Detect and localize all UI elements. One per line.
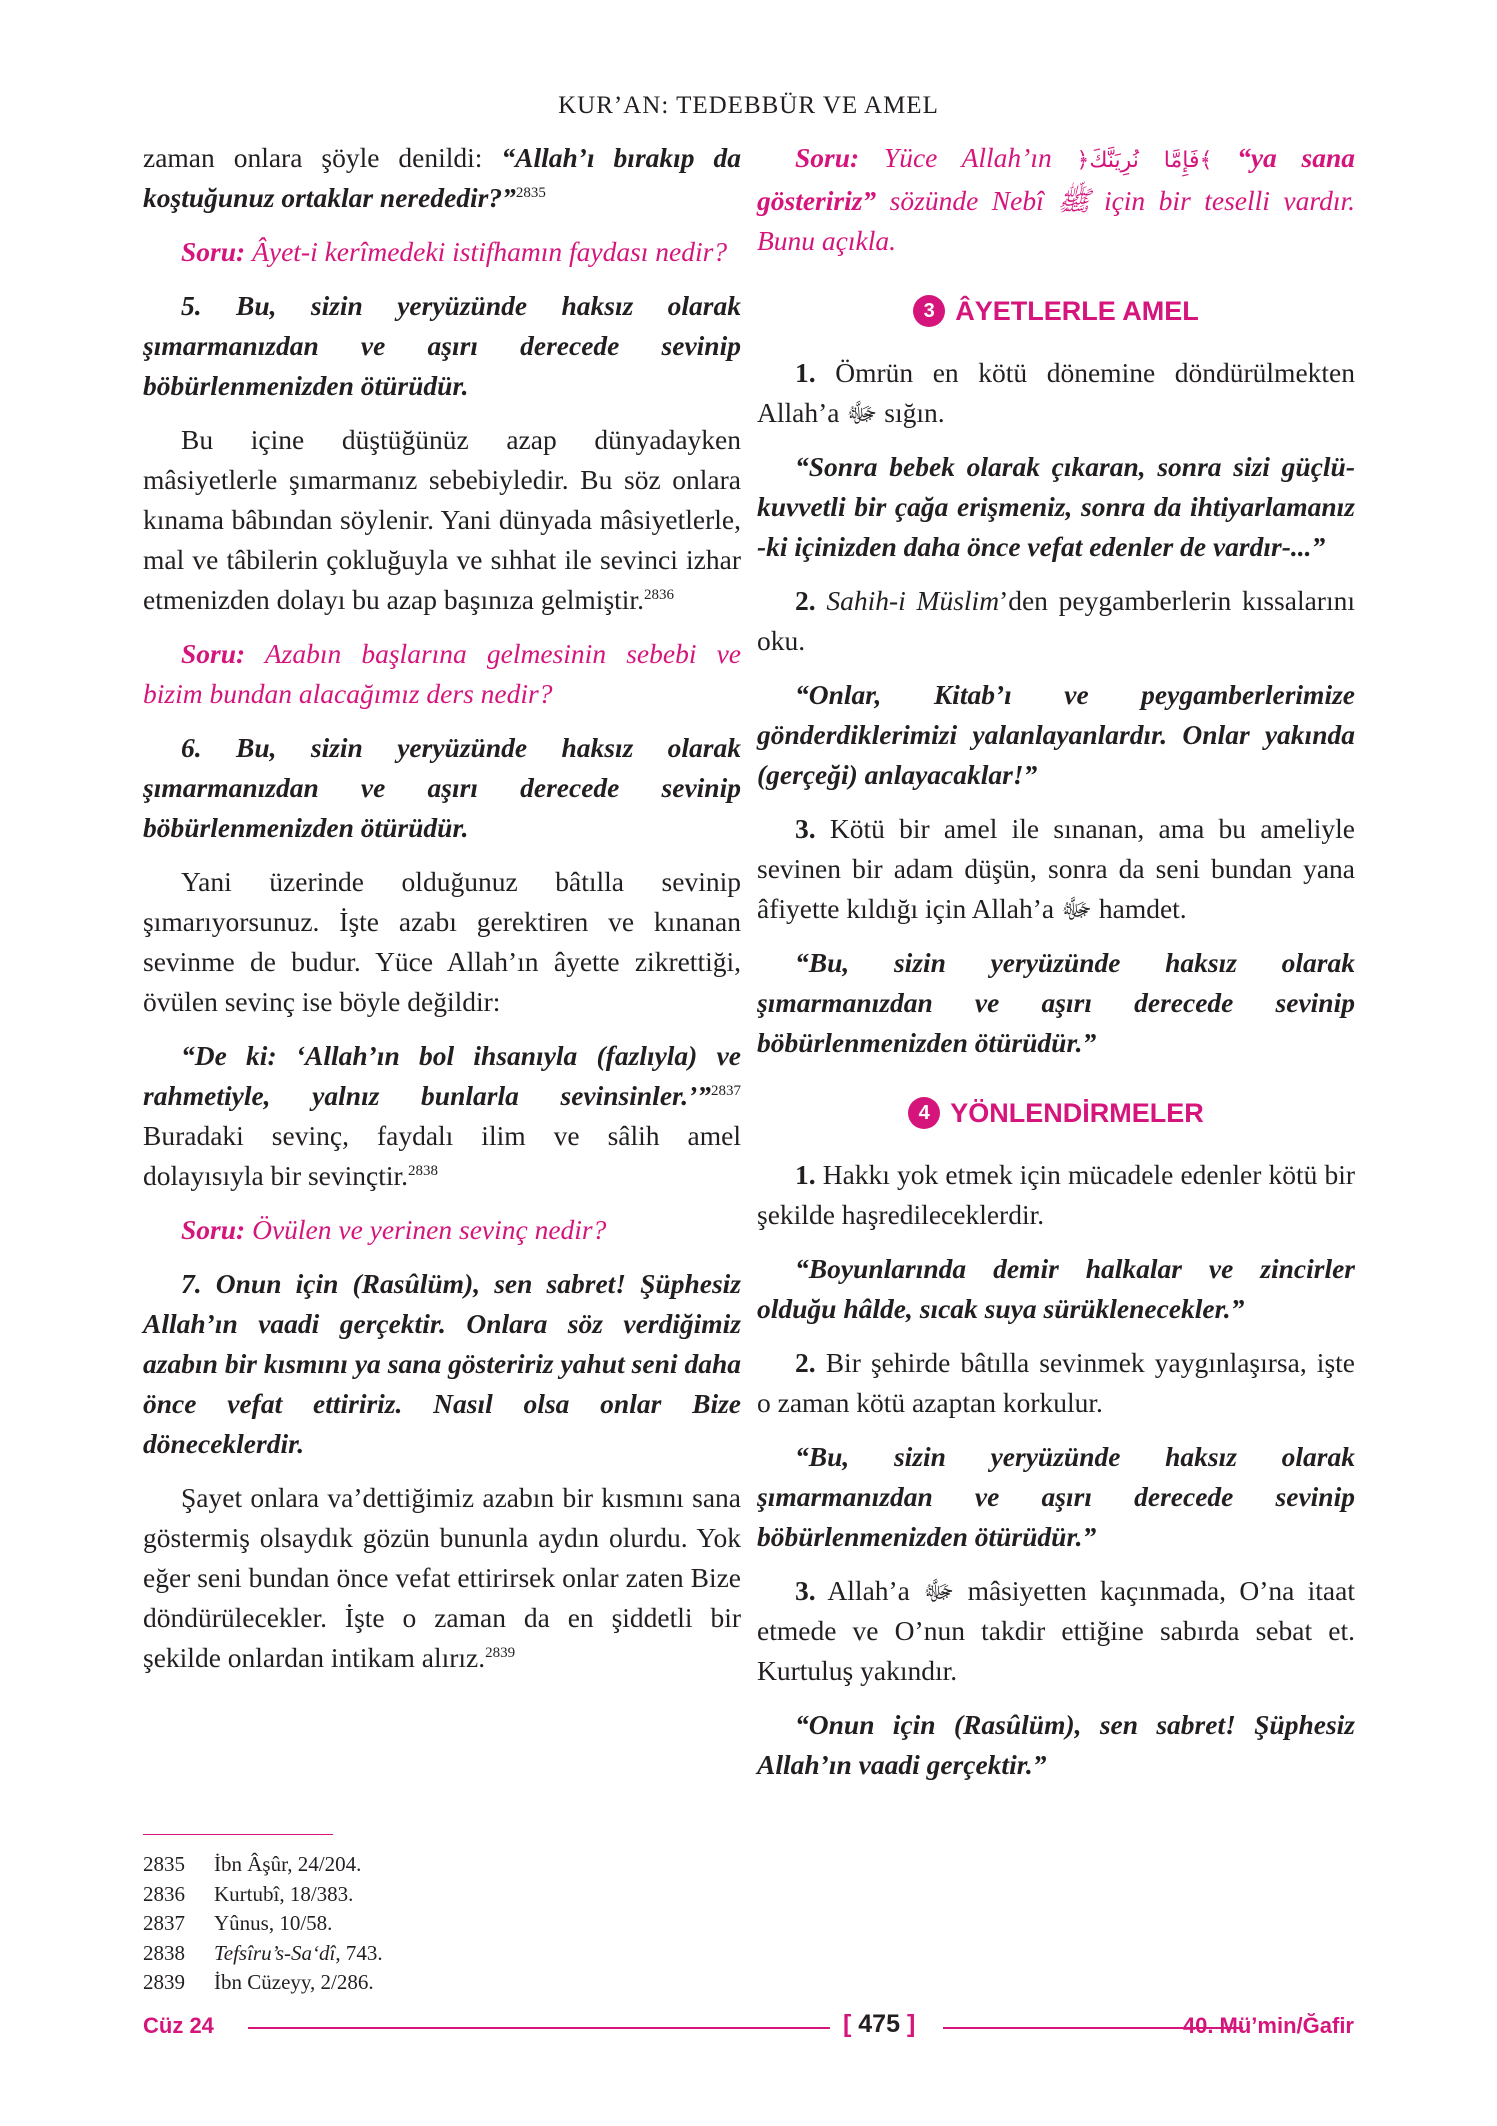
item-text: Kötü bir amel ile sınanan, ama bu ameliyle sevinen bir adam düşün, sonra da seni bundan yana âfiyette kıldığı için Allah’a ﷻ hamdet. xyxy=(757,813,1355,924)
question-text: Âyet-i kerîmedeki istifhamın faydası nedir? xyxy=(245,236,728,267)
running-head: KUR’AN: TEDEBBÜR VE AMEL xyxy=(558,92,939,119)
question xyxy=(143,634,741,714)
paragraph-text: Bu içine düştüğünüz azap dünyadayken mâsiyetlerle şımarmanız sebebiyledir. Bu söz onlara kınama bâbından söylenir. Yani dünyada mâsiyetlerle, mal ve tâbilerin çokluğuyla ve sıhhat ile sevinci izhar etmenizden dolayı bu azap başınıza gelmiştir. xyxy=(143,424,741,615)
footnote-ref: 2835 xyxy=(515,184,546,201)
question xyxy=(757,138,1355,261)
item-text: Bir şehirde bâtılla sevinmek yaygınlaşırsa, işte o zaman kötü azaptan korkulur. xyxy=(757,1347,1355,1418)
paragraph xyxy=(143,420,741,620)
footnote-ref: 2839 xyxy=(485,1644,516,1661)
question-text: Yüce Allah’ın xyxy=(859,142,1077,173)
footnote-number: 2836 xyxy=(143,1881,185,1906)
list-item xyxy=(757,1343,1355,1423)
item-number: 1. xyxy=(795,357,816,388)
footnote-text: Yûnus, 10/58. xyxy=(214,1911,333,1935)
paragraph-text: Yani üzerinde olduğunuz bâtılla sevinip şımarıyorsunuz. İşte azabı gerektiren ve kınanan sevinme de budur. Yüce Allah’ın âyette zikrettiği, övülen sevinç ise böyle değildir: xyxy=(143,866,741,1017)
book-title: Sahih-i Müslim xyxy=(826,585,1000,616)
item-number: 7. xyxy=(181,1268,202,1299)
juz-label: Cüz 24 xyxy=(143,2013,214,2038)
footnote-number: 2835 xyxy=(143,1852,185,1876)
footnote xyxy=(143,1850,743,1880)
footnote-number: 2839 xyxy=(143,1970,185,1994)
list-item xyxy=(757,581,1355,661)
quote: “Allah’ı bırakıp da koştuğunuz ortaklar nerededir?” xyxy=(143,142,741,213)
item-number: 3. xyxy=(795,813,816,844)
footnote xyxy=(143,1968,743,1998)
quote: “De ki: ‘Allah’ın bol ihsanıyla (fazlıyla) ve rahmetiyle, yalnız bunlarla sevinsinler.’” xyxy=(143,1040,741,1111)
surah-label: 40. Mü’min/Ğafir xyxy=(1182,2013,1354,2038)
bracket: [ xyxy=(843,2010,852,2038)
footnote-ref: 2836 xyxy=(643,586,674,603)
bracket: ] xyxy=(906,2010,916,2038)
verse-text: Bu, sizin yeryüzünde haksız olarak şımarmanızdan ve aşırı derecede sevinip böbürlenmenizden ötürüdür. xyxy=(143,732,741,843)
paragraph xyxy=(143,1036,741,1196)
section-number-badge: 3 xyxy=(913,295,945,327)
section-heading-3 xyxy=(757,295,1355,327)
footnote-number: 2837 xyxy=(143,1911,185,1935)
list-item xyxy=(757,1571,1355,1691)
question-label: Soru: xyxy=(181,1214,246,1245)
item-number: 6. xyxy=(181,732,202,763)
footnote-text: İbn Cüzeyy, 2/286. xyxy=(214,1970,374,1994)
section-title: YÖNLENDİRMELER xyxy=(950,1097,1204,1128)
verse-item-5 xyxy=(143,286,741,406)
item-text: Hakkı yok etmek için mücadele edenler kötü bir şekilde haşredileceklerdir. xyxy=(757,1159,1355,1230)
list-item xyxy=(757,809,1355,929)
item-number: 5. xyxy=(181,290,202,321)
quote: “Bu, sizin yeryüzünde haksız olarak şımarmanızdan ve aşırı derecede sevinip böbürlenmenizden ötürüdür.” xyxy=(757,947,1355,1058)
item-number: 2. xyxy=(795,585,816,616)
footnote-text xyxy=(214,1939,383,1969)
verse-item-6 xyxy=(143,728,741,848)
book-title: Tefsîru’s-Sa‘dî xyxy=(214,1940,336,1965)
item-text: Allah’a ﷻ mâsiyetten kaçınmada, O’na itaat etmede ve O’nun takdir ettiğine sabırda sebat et. Kurtuluş yakındır. xyxy=(757,1575,1355,1686)
question-text: Azabın başlarına gelmesinin sebebi ve bizim bundan alacağımız ders nedir? xyxy=(143,638,741,709)
question-label: Soru: xyxy=(181,236,246,267)
paragraph xyxy=(143,1478,741,1678)
footnote-number: 2838 xyxy=(143,1940,185,1965)
quote: “ya sana gösteririz” xyxy=(757,142,1356,216)
page-number-value: 475 xyxy=(858,2010,900,2038)
paragraph xyxy=(143,862,741,1022)
item-number: 3. xyxy=(795,1575,816,1606)
quote: “Boyunlarında demir halkalar ve zincirler olduğu hâlde, sıcak suya sürüklenecekler.” xyxy=(757,1253,1355,1324)
paragraph-text: zaman onlara şöyle denildi: xyxy=(143,142,502,173)
footnote-divider xyxy=(143,1834,333,1835)
page-footer xyxy=(143,2010,1354,2043)
footnote xyxy=(143,1909,743,1939)
question-text: Övülen ve yerinen sevinç nedir? xyxy=(245,1214,607,1245)
question-text xyxy=(1212,142,1237,173)
footnote-text: İbn Âşûr, 24/204. xyxy=(214,1852,362,1876)
section-title: ÂYETLERLE AMEL xyxy=(955,295,1199,326)
question xyxy=(143,1210,741,1250)
quote: “Onlar, Kitab’ı ve peygamberlerimize gönderdiklerimizi yalanlayanlardır. Onlar yakında (gerçeği) anlayacaklar!” xyxy=(757,679,1355,790)
page-number xyxy=(843,2010,915,2039)
section-heading-4 xyxy=(757,1097,1355,1129)
right-column xyxy=(757,138,1355,1799)
verse-text: Bu, sizin yeryüzünde haksız olarak şımarmanızdan ve aşırı derecede sevinip böbürlenmenizden ötürüdür. xyxy=(143,290,741,401)
section-number-badge: 4 xyxy=(908,1097,940,1129)
question-label: Soru: xyxy=(181,638,246,669)
footnotes xyxy=(143,1850,743,1998)
paragraph xyxy=(143,138,741,218)
verse-text: Onun için (Rasûlüm), sen sabret! Şüphesiz Allah’ın vaadi gerçektir. Onlara söz verdiğimiz azabın bir kısmını ya sana gösteririz yahut seni daha önce vefat ettiririz. Nasıl olsa onlar Bize döneceklerdir. xyxy=(143,1268,741,1459)
footnote-ref: 2837 xyxy=(711,1082,741,1099)
quote: “Sonra bebek olarak çıkaran, sonra sizi güçlü-kuvvetli bir çağa erişmeniz, sonra da ihtiyarlamanız -ki içinizden daha önce vefat edenler de vardır-...” xyxy=(757,451,1355,562)
quote: “Onun için (Rasûlüm), sen sabret! Şüphesiz Allah’ın vaadi gerçektir.” xyxy=(757,1709,1355,1780)
arabic-verse: ﴿فَإِمَّا نُرِيَنَّكَ﴾ xyxy=(1076,148,1213,173)
footnote-text: Kurtubî, 18/383. xyxy=(214,1881,354,1906)
list-item xyxy=(757,1155,1355,1235)
verse-item-7 xyxy=(143,1264,741,1464)
footnote-ref: 2838 xyxy=(408,1162,439,1179)
left-column xyxy=(143,138,741,1692)
footnote xyxy=(143,1880,743,1910)
question xyxy=(143,232,741,272)
paragraph-text: Buradaki sevinç, faydalı ilim ve sâlih amel dolayısıyla bir sevinçtir. xyxy=(143,1120,741,1191)
item-number: 1. xyxy=(795,1159,816,1190)
item-text: ’den peygamberlerin kıssalarını oku. xyxy=(757,585,1355,656)
question-label: Soru: xyxy=(795,142,860,173)
item-number: 2. xyxy=(795,1347,816,1378)
footnote xyxy=(143,1939,743,1969)
footnote-suffix: , 743. xyxy=(335,1940,383,1965)
quote: “Bu, sizin yeryüzünde haksız olarak şımarmanızdan ve aşırı derecede sevinip böbürlenmenizden ötürüdür.” xyxy=(757,1441,1355,1552)
item-text: Ömrün en kötü dönemine döndürülmekten Allah’a ﷻ sığın. xyxy=(757,357,1355,428)
list-item xyxy=(757,353,1355,433)
paragraph-text: Şayet onlara va’dettiğimiz azabın bir kısmını sana göstermiş olsaydık gözün bununla aydın olurdu. Yok eğer seni bundan önce vefat ettirirsek onlar zaten Bize döndürülecekler. İşte o zaman da en şiddetli bir şekilde onlardan intikam alırız. xyxy=(143,1482,741,1673)
question-text: sözünde Nebî ﷺ için bir teselli vardır. Bunu açıkla. xyxy=(757,185,1355,256)
footer-rule-left xyxy=(248,2027,830,2029)
